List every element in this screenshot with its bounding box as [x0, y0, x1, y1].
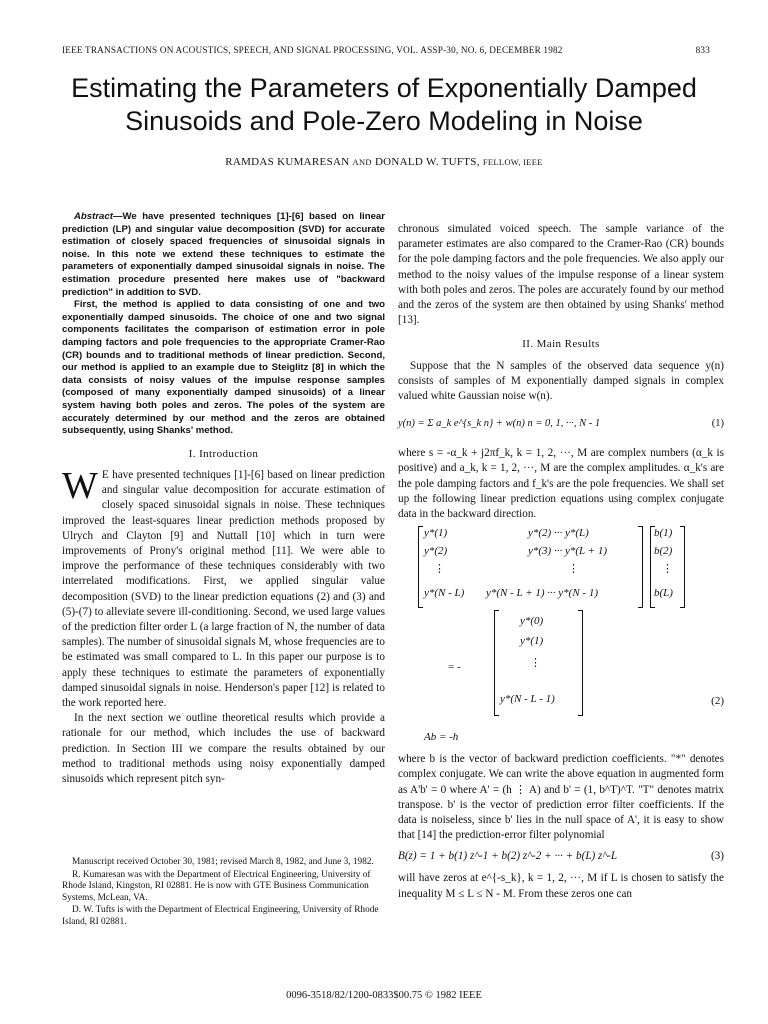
page-number: 833: [695, 45, 710, 55]
footnotes: [62, 857, 385, 930]
drop-cap: W: [62, 464, 98, 507]
equals-minus: = -: [448, 661, 461, 674]
right-paragraph-4: where b is the vector of backward prediction coefficients. "*" denotes complex conjugate. We can write the above equation in augmented form as A'b' = 0 where A' = (h ⋮ A) and b' = (1, b^T)^T. "T" denotes matrix transpose. b' is the vector of prediction error filter coefficients. If the data is noiseless, since b' lies in the null space of A', it is easy to show that [14] the prediction-error filter polynomial: [398, 753, 724, 842]
author-and: AND: [352, 157, 372, 167]
author-2: DONALD W. TUFTS,: [374, 156, 480, 168]
right-paragraph-2: Suppose that the N samples of the observed data sequence y(n) consists of samples of M exponentially damped signals in complex valued white Gaussian noise w(n).: [398, 359, 724, 403]
right-paragraph-5: will have zeros at e^{-s_k}, k = 1, 2, ···, M if L is chosen to satisfy the inequality M ≤ L ≤ N - M. From these zeros one can: [398, 872, 724, 900]
equation-3-text: B(z) = 1 + b(1) z^-1 + b(2) z^-2 + ··· + b(L) z^-L: [398, 850, 618, 863]
matrix-equation: [398, 522, 724, 752]
matrix-dots: ⋮: [434, 563, 445, 576]
footnote-tufts: D. W. Tufts is with the Department of Electrical Engineering, University of Rhode Island, RI 02881.: [62, 905, 379, 927]
intro-paragraph-2: In the next section we outline theoretical results which provide a rationale for our method, which includes the use of backward prediction. In Section III we compare the results obtained by our method to traditional methods using noisy exponentially damped sinusoids which represent pitch syn-: [62, 712, 385, 785]
abstract-text-2: First, the method is applied to data consisting of one and two exponentially damped sinusoids. The choice of one and two signal components facilitates the comparison of estimation error in pole damping factors and pole frequencies to the appropriate Cramer-Rao (CR) bounds and to traditional methods of linear prediction. Second, our method is applied to an example due to Steiglitz [8] in which the data consists of noisy values of the impulse response samples (composed of many exponentially damped sinusoids) of a linear system having both poles and zeros. The poles of the system are accurately determined by our method and the zeros are obtained subsequently, using Shanks' method.: [62, 299, 385, 437]
equation-1-text: y(n) = Σ a_k e^{s_k n} + w(n) n = 0, 1, ···, N - 1: [398, 418, 601, 430]
author-line: [0, 156, 768, 168]
matrix-cell: y*(N - L): [424, 587, 465, 600]
vector-b-cell: b(L): [654, 587, 673, 600]
abstract: [62, 211, 385, 438]
matrix-cell: y*(2) ··· y*(L): [528, 527, 589, 540]
running-header: [62, 45, 710, 55]
title-line-1: Estimating the Parameters of Exponentially Damped: [71, 73, 697, 103]
matrix-dots: ⋮: [568, 563, 579, 576]
matrix-cell: y*(1): [424, 527, 448, 540]
vector-b-cell: b(2): [654, 545, 673, 558]
vector-b-cell: b(1): [654, 527, 673, 540]
matrix-dots: ⋮: [662, 563, 673, 576]
intro-paragraph-1: E have presented techniques [1]-[6] based on linear prediction and singular value decomposition for accurate estimation of closely spaced sinusoidal signals in noise. These techniques improved the least-squares linear prediction methods proposed by Ulrych and Clayton [9] and Nuttall [10] which in turn were improvements of Prony's original method [11]. We were able to improve the performance of these techniques considerably with two interrelated modifications. First, we applied singular value decomposition (SVD) to the linear prediction equations (2) and (3) and (5)-(7) to alleviate severe ill-conditioning. Second, we used large values of the prediction filter order L (a large fraction of N, the number of data samples). The number of sinusoidal signals M, whose frequencies are to be estimated was small compared to L. In this paper our purpose is to apply these techniques to estimate the parameters of exponentially damped sinusoidal signals in noise. Henderson's paper [12] is related to the work reported here.: [62, 468, 385, 709]
matrix-cell: y*(2): [424, 545, 448, 558]
copyright-footer: 0096-3518/82/1200-0833$00.75 © 1982 IEEE: [286, 990, 482, 1001]
equation-3: [398, 849, 724, 867]
section-heading-main-results: II. Main Results: [522, 338, 600, 351]
right-paragraph-1: chronous simulated voiced speech. The sample variance of the parameter estimates are also compared to the Cramer-Rao (CR) bounds for the pole damping factors and the pole frequencies. We also apply our method to the noisy values of the impulse response of a linear system with both poles and zeros. The poles are accurately found by our method and the zeros of the system are then obtained by using Shanks' method [13].: [398, 223, 724, 327]
matrix-cell: y*(N - L + 1) ··· y*(N - 1): [486, 587, 599, 600]
abstract-text-1: —We have presented techniques [1]-[6] based on linear prediction (LP) and singular value decomposition (SVD) for accurate estimation of closely spaced frequencies of sinusoidal signals in noise. In this note we extend these techniques to estimate the parameters of exponentially damped sinusoidal signals in noise. The estimation procedure presented here makes use of "backward prediction" in addition to SVD.: [62, 211, 385, 298]
title-line-2: Sinusoids and Pole-Zero Modeling in Noise: [125, 106, 643, 136]
equation-1-number: (1): [711, 418, 724, 430]
footnote-kumaresan: R. Kumaresan was with the Department of Electrical Engineering, University of Rhode Island, Kingston, RI 02881. He is now with GTE Business Communication Systems, McLean, VA.: [62, 869, 371, 903]
matrix-cell: y*(3) ··· y*(L + 1): [528, 545, 608, 558]
equation-2-number: (2): [711, 695, 724, 708]
section-heading-intro: I. Introduction: [188, 447, 259, 460]
vector-h-cell: y*(N - L - 1): [500, 693, 555, 706]
author-fellow: FELLOW, IEEE: [482, 157, 543, 167]
right-paragraph-3: where s = -α_k + j2πf_k, k = 1, 2, ···, M are complex numbers (α_k is positive) and a_k, k = 1, 2, ···, M are the complex amplitudes. α_k's are the pole damping factors and f_k's are the pole frequencies. We shall set up the following linear prediction equations using complex conjugate data in the backward direction.: [398, 447, 724, 521]
equation-3-number: (3): [710, 850, 724, 863]
vector-h-cell: y*(1): [520, 635, 544, 648]
journal-header: IEEE TRANSACTIONS ON ACOUSTICS, SPEECH, AND SIGNAL PROCESSING, VOL. ASSP-30, NO. 6, DECEMBER 1982: [62, 45, 563, 55]
left-column: [62, 211, 385, 787]
author-1: RAMDAS KUMARESAN: [225, 156, 350, 168]
equation-1: [398, 416, 724, 440]
vector-h-cell: y*(0): [520, 615, 544, 628]
abstract-label: Abstract: [74, 211, 113, 222]
right-column: [398, 222, 724, 902]
paper-title: [0, 72, 768, 138]
equation-ab: Ab = -h: [424, 731, 459, 744]
footnote-received: Manuscript received October 30, 1981; revised March 8, 1982, and June 3, 1982.: [72, 857, 374, 867]
matrix-dots: ⋮: [530, 657, 541, 670]
